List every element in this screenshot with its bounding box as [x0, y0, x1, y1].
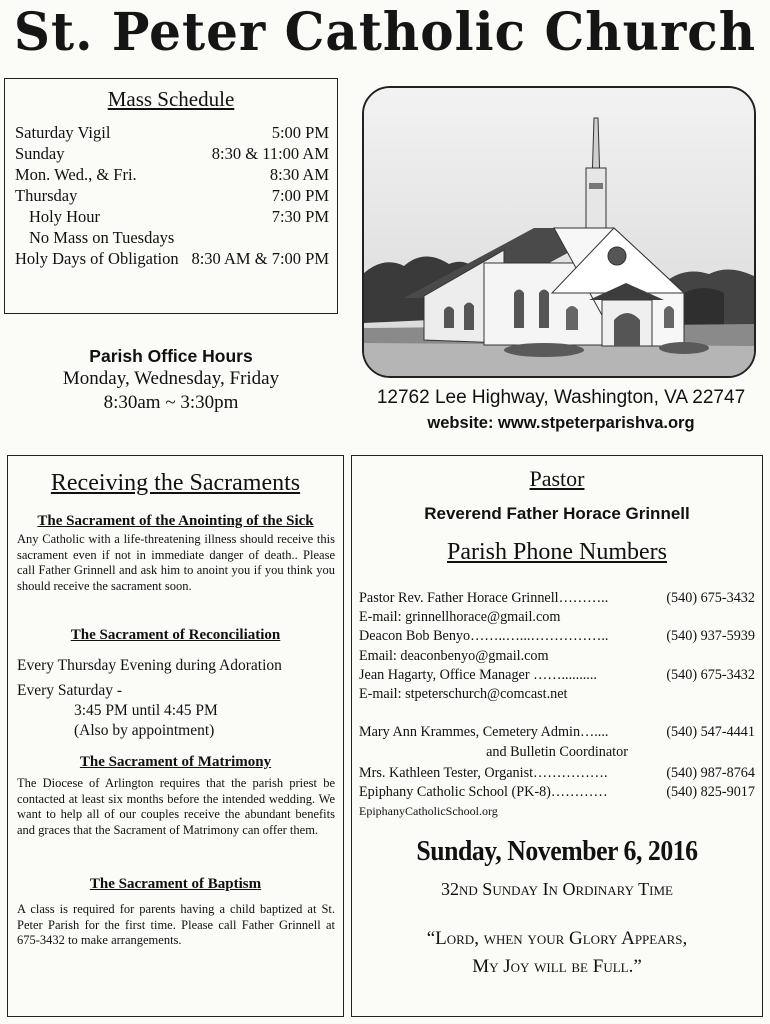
- office-hours-times: 8:30am ~ 3:30pm: [103, 392, 239, 413]
- reconciliation-line: Every Saturday -: [17, 682, 123, 699]
- phone-number: (540) 547-4441: [666, 724, 755, 740]
- quote-line: My Joy will be Full.”: [472, 956, 642, 977]
- sacraments-box: [7, 455, 344, 1017]
- pastor-box: [351, 455, 763, 1017]
- office-hours-days: Monday, Wednesday, Friday: [62, 368, 280, 389]
- coordinator-line: and Bulletin Coordinator: [486, 744, 628, 760]
- phone-row: [359, 764, 755, 783]
- mass-schedule-heading: Mass Schedule: [107, 87, 235, 111]
- baptism-text: A class is required for parents having a child baptized at St. Peter Parish for the first time. Please call Father Grinnell at 675-3432 to make arrangements.: [17, 902, 335, 947]
- mass-time: 8:30 AM: [269, 165, 329, 184]
- mass-label: Holy Days of Obligation: [15, 249, 179, 268]
- mass-label: Mon. Wed., & Fri.: [15, 165, 137, 184]
- matrimony-heading: The Sacrament of Matrimony: [79, 754, 272, 770]
- church-photo: [362, 86, 756, 378]
- liturgical-sunday: 32nd Sunday In Ordinary Time: [441, 879, 673, 899]
- mass-schedule-box: [4, 78, 338, 314]
- phone-row: [359, 627, 755, 646]
- church-illustration: [364, 88, 754, 376]
- phone-row: [359, 783, 755, 802]
- phone-contact: Mary Ann Krammes, Cemetery Admin…....: [359, 724, 609, 740]
- reconciliation-line: 3:45 PM until 4:45 PM: [74, 702, 218, 719]
- mass-time: 7:00 PM: [271, 186, 329, 205]
- phone-contact: Mrs. Kathleen Tester, Organist…………….: [359, 765, 608, 781]
- pastor-heading: Pastor: [529, 466, 585, 491]
- phone-contact: Jean Hagarty, Office Manager ……..........: [359, 667, 597, 683]
- baptism-heading: The Sacrament of Baptism: [89, 876, 262, 892]
- phone-contact: Deacon Bob Benyo……..…...……………..: [359, 628, 609, 644]
- phone-contact: Epiphany Catholic School (PK-8)…………: [359, 784, 608, 800]
- mass-row: [15, 143, 329, 164]
- anointing-heading: The Sacrament of the Anointing of the Sick: [37, 513, 314, 529]
- email-row[interactable]: Email: deaconbenyo@gmail.com: [359, 648, 549, 664]
- mass-label: No Mass on Tuesdays: [29, 228, 175, 247]
- mass-label: Holy Hour: [29, 207, 101, 226]
- quote-line: “Lord, when your Glory Appears,: [426, 928, 688, 949]
- mass-label: Saturday Vigil: [15, 123, 111, 142]
- mass-row: [15, 164, 329, 185]
- mass-time: 8:30 & 11:00 AM: [211, 144, 329, 163]
- mass-row: [15, 248, 329, 269]
- church-website[interactable]: website: www.stpeterparishva.org: [427, 414, 695, 432]
- office-hours-heading: Parish Office Hours: [89, 346, 253, 366]
- mass-label: Sunday: [15, 144, 65, 163]
- sacraments-heading: Receiving the Sacraments: [50, 470, 301, 496]
- church-title: St. Peter Catholic Church: [13, 0, 757, 63]
- anointing-text: Any Catholic with a life-threatening illness should receive this sacrament even if not in immediate danger of death.. Please call Father Grinnell and ask him to anoint you if you think you should receive the sacrament soon.: [17, 532, 335, 593]
- mass-time: 5:00 PM: [271, 123, 329, 142]
- bulletin-date: Sunday, November 6, 2016: [416, 836, 698, 867]
- phone-row: [359, 666, 755, 685]
- mass-time: 7:30 PM: [271, 207, 329, 226]
- mass-label: Thursday: [15, 186, 78, 205]
- phone-number: (540) 987-8764: [666, 765, 755, 781]
- phone-number: (540) 825-9017: [666, 784, 755, 800]
- mass-row: [15, 185, 329, 206]
- mass-time: 8:30 AM & 7:00 PM: [191, 249, 329, 268]
- phone-row: [359, 723, 755, 742]
- reconciliation-heading: The Sacrament of Reconciliation: [70, 627, 281, 643]
- reconciliation-line: Every Thursday Evening during Adoration: [17, 657, 282, 674]
- phone-contact: Pastor Rev. Father Horace Grinnell………..: [359, 590, 609, 606]
- email-row[interactable]: E-mail: stpeterschurch@comcast.net: [359, 686, 568, 702]
- phone-number: (540) 675-3432: [666, 590, 755, 606]
- pastor-name: Reverend Father Horace Grinnell: [424, 504, 690, 523]
- office-hours: [4, 346, 338, 415]
- mass-row: [15, 227, 329, 248]
- matrimony-text: The Diocese of Arlington requires that the parish priest be contacted at least six months before the intended wedding. We want to help all of our couples receive the abundant benefits and graces that the Sacrament of Matrimony can offer them.: [17, 776, 335, 837]
- church-address: 12762 Lee Highway, Washington, VA 22747: [376, 387, 746, 408]
- mass-row: [15, 206, 329, 227]
- reconciliation-line: (Also by appointment): [74, 722, 215, 739]
- email-row[interactable]: E-mail: grinnellhorace@gmail.com: [359, 609, 561, 625]
- school-website[interactable]: EpiphanyCatholicSchool.org: [359, 804, 498, 818]
- phone-row: [359, 589, 755, 608]
- phone-numbers-heading: Parish Phone Numbers: [447, 539, 667, 565]
- phone-number: (540) 937-5939: [666, 628, 755, 644]
- phone-number: (540) 675-3432: [666, 667, 755, 683]
- mass-row: [15, 122, 329, 143]
